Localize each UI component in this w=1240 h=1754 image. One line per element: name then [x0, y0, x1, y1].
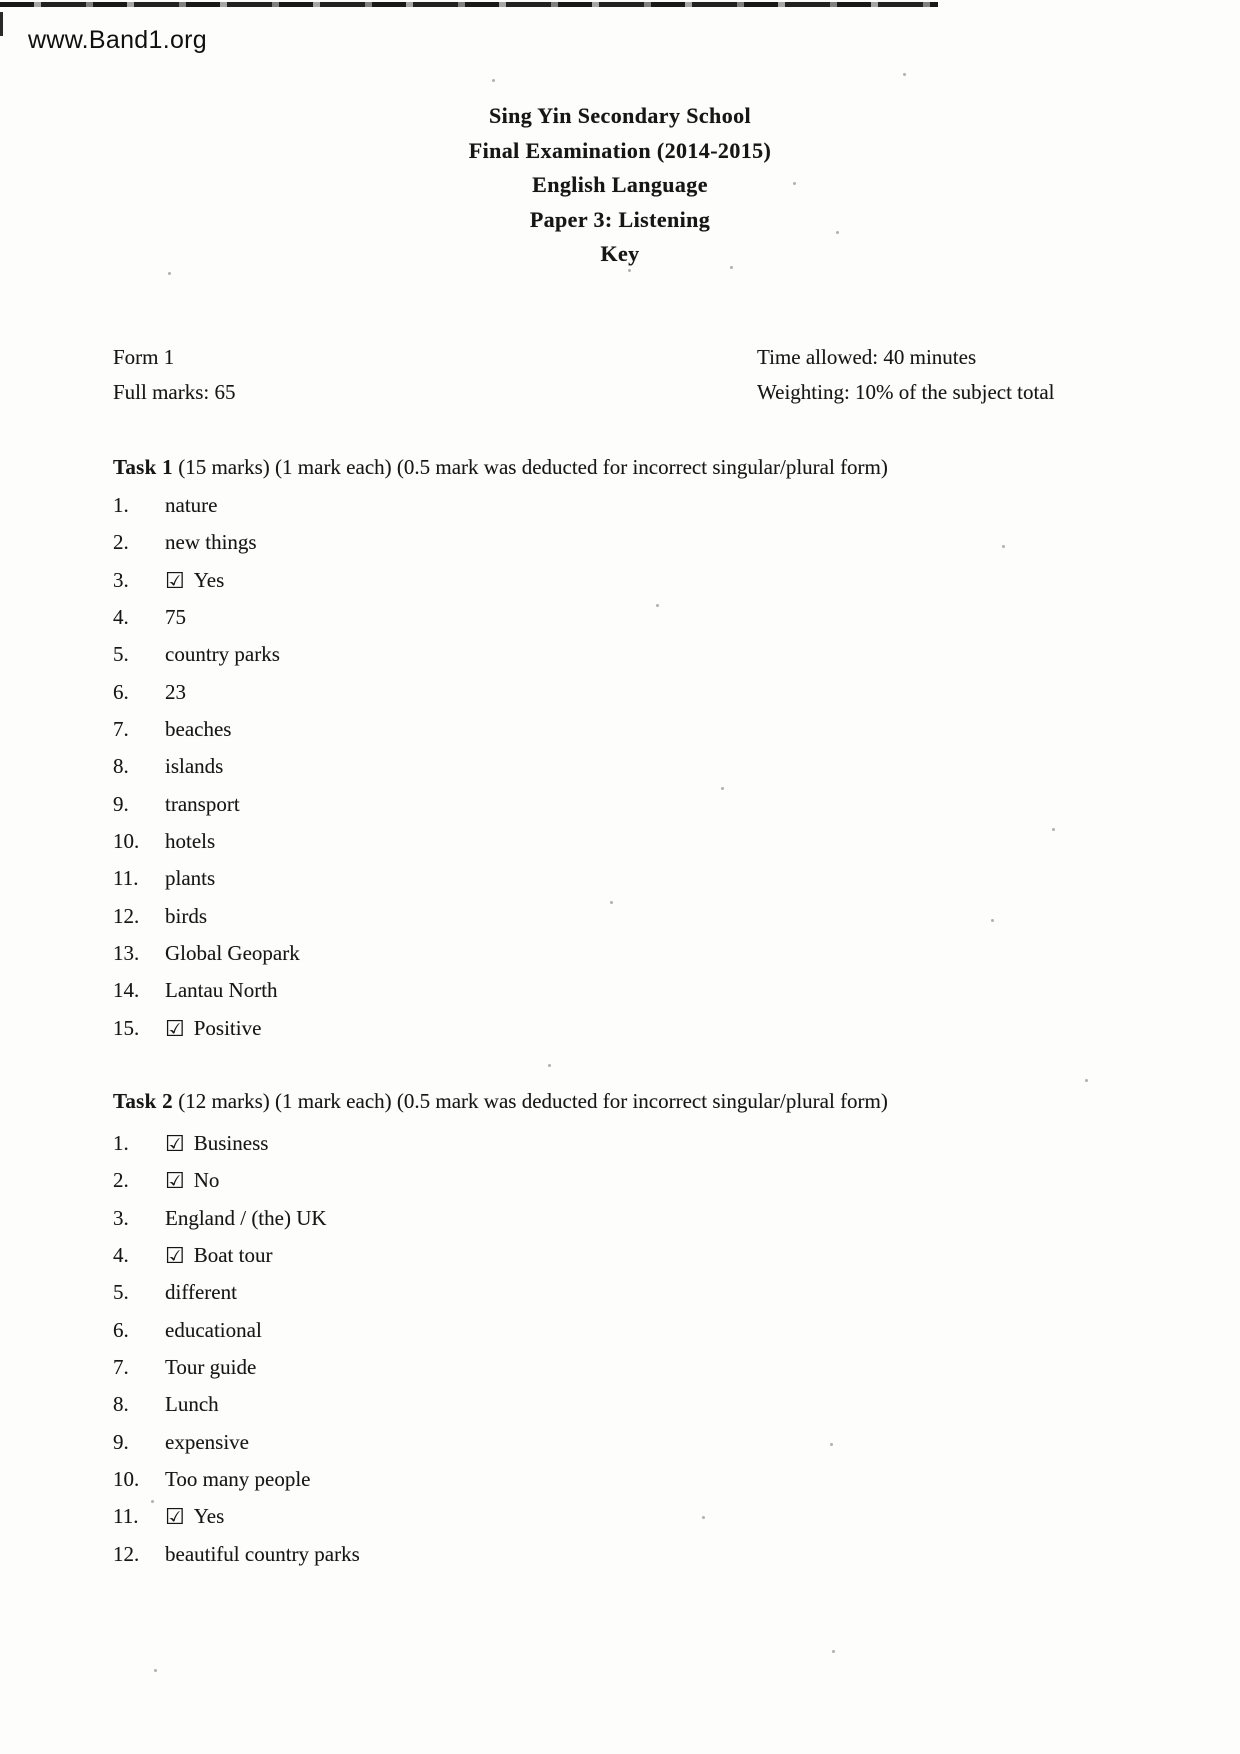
scan-speckle: [903, 73, 906, 76]
scan-speckle: [730, 266, 733, 269]
answer-row: [113, 1536, 360, 1573]
answer-text: transport: [165, 791, 240, 816]
scan-speckle: [151, 1500, 154, 1503]
scan-speckle: [656, 604, 659, 607]
answer-number: 15.: [113, 1015, 140, 1040]
scan-speckle: [154, 1669, 157, 1672]
answer-text: different: [165, 1280, 237, 1305]
answer-number: 7.: [113, 717, 129, 742]
checked-checkbox-icon: ☑: [165, 1016, 185, 1042]
scan-speckle: [628, 269, 631, 272]
answer-number: 5.: [113, 642, 129, 667]
answer-row: [113, 898, 300, 935]
answer-row: [113, 711, 300, 748]
answer-text: 23: [165, 679, 186, 704]
time-allowed-label: Time allowed: 40 minutes: [757, 345, 977, 369]
answer-number: 2.: [113, 530, 129, 555]
answer-row: [113, 674, 300, 711]
task2-header-detail: (12 marks) (1 mark each) (0.5 mark was deducted for incorrect singular/plural form): [172, 1089, 888, 1113]
answer-row: [113, 1125, 360, 1162]
answer-row: [113, 562, 300, 599]
answer-number: 12.: [113, 1541, 140, 1566]
answer-number: 6.: [113, 1317, 129, 1342]
answer-number: 10.: [113, 1467, 140, 1492]
answer-text: Global Geopark: [165, 941, 300, 966]
answer-text: Yes: [193, 1504, 225, 1529]
exam-info-right: [757, 340, 1055, 410]
answer-number: 10.: [113, 829, 140, 854]
task2-title: Task 2: [113, 1089, 173, 1113]
scan-speckle: [991, 919, 994, 922]
title-block: [0, 99, 1240, 272]
answer-number: 9.: [113, 791, 129, 816]
answer-text: Too many people: [165, 1467, 311, 1492]
answer-number: 11.: [113, 866, 139, 891]
answer-number: 9.: [113, 1429, 129, 1454]
answer-row: [113, 823, 300, 860]
task1-answer-list: [113, 487, 300, 1047]
checked-checkbox-icon: ☑: [165, 568, 185, 594]
answer-number: 4.: [113, 605, 129, 630]
answer-row: [113, 599, 300, 636]
school-name: Sing Yin Secondary School: [488, 103, 752, 128]
answer-text: Boat tour: [193, 1243, 273, 1268]
answer-number: 11.: [113, 1504, 139, 1529]
answer-number: 8.: [113, 754, 129, 779]
task2-header: [113, 1089, 888, 1114]
scan-speckle: [1052, 828, 1055, 831]
answer-text: Yes: [193, 567, 225, 592]
answer-text: hotels: [165, 829, 216, 854]
answer-text: Lunch: [165, 1392, 219, 1417]
task2-answer-list: [113, 1125, 360, 1573]
checked-checkbox-icon: ☑: [165, 1244, 185, 1270]
answer-text: beautiful country parks: [165, 1541, 360, 1566]
answer-row: [113, 1237, 360, 1274]
answer-number: 12.: [113, 903, 140, 928]
scan-speckle: [168, 272, 171, 275]
answer-text: England / (the) UK: [165, 1205, 327, 1230]
answer-number: 1.: [113, 1131, 129, 1155]
scan-edge-line: [0, 2, 938, 7]
answer-text: beaches: [165, 717, 232, 742]
task1-header-detail: (15 marks) (1 mark each) (0.5 mark was deducted for incorrect singular/plural form): [172, 455, 888, 479]
answer-row: [113, 1461, 360, 1498]
answer-row: [113, 1312, 360, 1349]
checked-checkbox-icon: ☑: [165, 1505, 185, 1531]
answer-text: Tour guide: [165, 1355, 257, 1380]
scan-speckle: [836, 231, 839, 234]
checked-checkbox-icon: ☑: [165, 1132, 185, 1157]
exam-info-left: [113, 340, 236, 410]
scan-corner-mark: [0, 12, 3, 36]
answer-number: 14.: [113, 978, 140, 1003]
doc-type: Key: [600, 241, 640, 267]
answer-row: [113, 1274, 360, 1311]
answer-row: [113, 748, 300, 785]
answer-text: Lantau North: [165, 978, 278, 1003]
answer-number: 3.: [113, 1205, 129, 1230]
answer-row: [113, 1498, 360, 1535]
answer-row: [113, 524, 300, 561]
answer-row: [113, 1162, 360, 1199]
answer-number: 1.: [113, 493, 129, 517]
scan-speckle: [721, 787, 724, 790]
answer-text: country parks: [165, 642, 280, 667]
answer-row: [113, 972, 300, 1009]
answer-text: educational: [165, 1317, 262, 1342]
answer-text: birds: [165, 903, 207, 928]
scan-speckle: [832, 1650, 835, 1653]
answer-text: 75: [165, 605, 186, 630]
answer-text: expensive: [165, 1429, 249, 1454]
answer-text: new things: [165, 530, 257, 555]
answer-text: nature: [165, 493, 218, 517]
answer-row: [113, 935, 300, 972]
answer-text: No: [193, 1168, 220, 1193]
scan-speckle: [793, 182, 796, 185]
answer-number: 7.: [113, 1355, 129, 1380]
scan-speckle: [1085, 1079, 1088, 1082]
scan-speckle: [548, 1064, 551, 1067]
answer-number: 6.: [113, 679, 129, 704]
scan-speckle: [830, 1443, 833, 1446]
answer-row: [113, 1349, 360, 1386]
full-marks-label: Full marks: 65: [113, 380, 236, 404]
answer-text: islands: [165, 754, 224, 779]
scan-speckle: [702, 1516, 705, 1519]
answer-row: [113, 1386, 360, 1423]
form-label: Form 1: [113, 345, 175, 369]
watermark-text: www.Band1.org: [28, 26, 207, 54]
weighting-label: Weighting: 10% of the subject total: [757, 380, 1055, 404]
answer-number: 3.: [113, 567, 129, 592]
answer-row: [113, 636, 300, 673]
answer-number: 13.: [113, 941, 140, 966]
scan-speckle: [610, 901, 613, 904]
checked-checkbox-icon: ☑: [165, 1169, 185, 1195]
answer-row: [113, 1424, 360, 1461]
scan-speckle: [1002, 545, 1005, 548]
answer-text: plants: [165, 866, 216, 891]
answer-text: Business: [193, 1131, 269, 1155]
answer-number: 5.: [113, 1280, 129, 1305]
paper-name: Paper 3: Listening: [529, 206, 711, 232]
answer-row: [113, 860, 300, 897]
answer-text: Positive: [193, 1015, 262, 1040]
answer-number: 2.: [113, 1168, 129, 1193]
subject-name: English Language: [532, 172, 708, 198]
answer-row: [113, 1200, 360, 1237]
answer-row: [113, 1010, 300, 1047]
answer-number: 8.: [113, 1392, 129, 1417]
scan-speckle: [492, 79, 495, 82]
answer-number: 4.: [113, 1243, 129, 1268]
task1-title: Task 1: [113, 455, 173, 479]
answer-row: [113, 786, 300, 823]
task1-header: [113, 455, 888, 480]
exam-name: Final Examination (2014-2015): [468, 137, 772, 163]
answer-row: [113, 487, 300, 524]
